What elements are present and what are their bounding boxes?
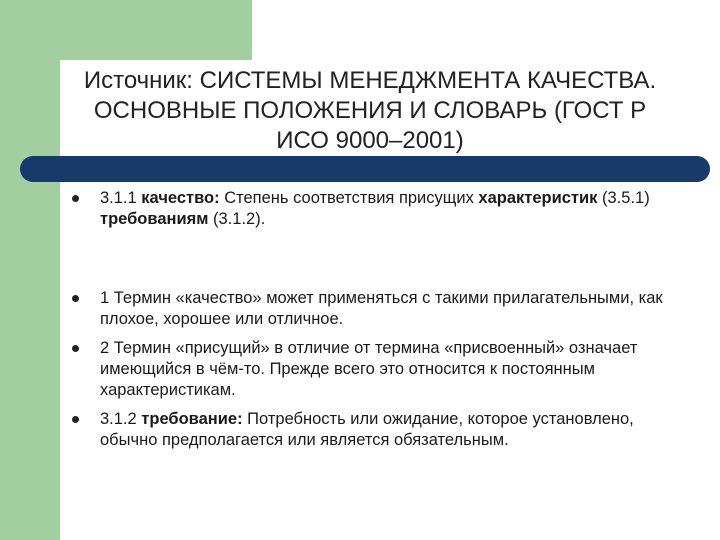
bullet-item xyxy=(70,409,690,451)
bullet-bold-text: требованиям xyxy=(100,210,209,228)
decorative-left-band xyxy=(0,0,60,540)
bullet-item xyxy=(70,288,690,330)
bullet-text: (3.5.1) xyxy=(597,189,650,207)
bullet-dot-icon xyxy=(72,416,79,423)
bullet-item xyxy=(70,188,690,230)
bullet-text: (3.1.2). xyxy=(208,210,266,228)
title-divider-bar xyxy=(20,156,710,182)
bullet-term-number: 3.1.2 xyxy=(100,410,142,428)
bullet-dot-icon xyxy=(72,345,79,352)
decorative-top-band xyxy=(0,0,252,60)
bullet-text: Степень соответствия присущих xyxy=(219,189,479,207)
bullet-term-number: 3.1.1 xyxy=(100,189,142,207)
bullet-text: Потребность или ожидание, которое установлено, обычно предполагается или является обязательным. xyxy=(100,410,634,449)
bullet-term: требование: xyxy=(141,410,243,428)
bullet-term: качество: xyxy=(141,189,220,207)
bullet-text: 2 Термин «присущий» в отличие от термина «присвоенный» означает имеющийся в чём-то. Прежде всего это относится к постоянным характеристикам. xyxy=(100,339,638,399)
bullet-bold-text: характеристик xyxy=(478,189,598,207)
slide-title: Источник: СИСТЕМЫ МЕНЕДЖМЕНТА КАЧЕСТВА. ОСНОВНЫЕ ПОЛОЖЕНИЯ И СЛОВАРЬ (ГОСТ Р ИСО 9000–2001) xyxy=(83,67,657,154)
bullet-list xyxy=(70,188,690,451)
bullet-text: 1 Термин «качество» может применяться с такими прилагательными, как плохое, хорошее или отличное. xyxy=(100,289,663,328)
bullet-dot-icon xyxy=(72,195,79,202)
bullet-dot-icon xyxy=(72,295,79,302)
bullet-item xyxy=(70,338,690,401)
